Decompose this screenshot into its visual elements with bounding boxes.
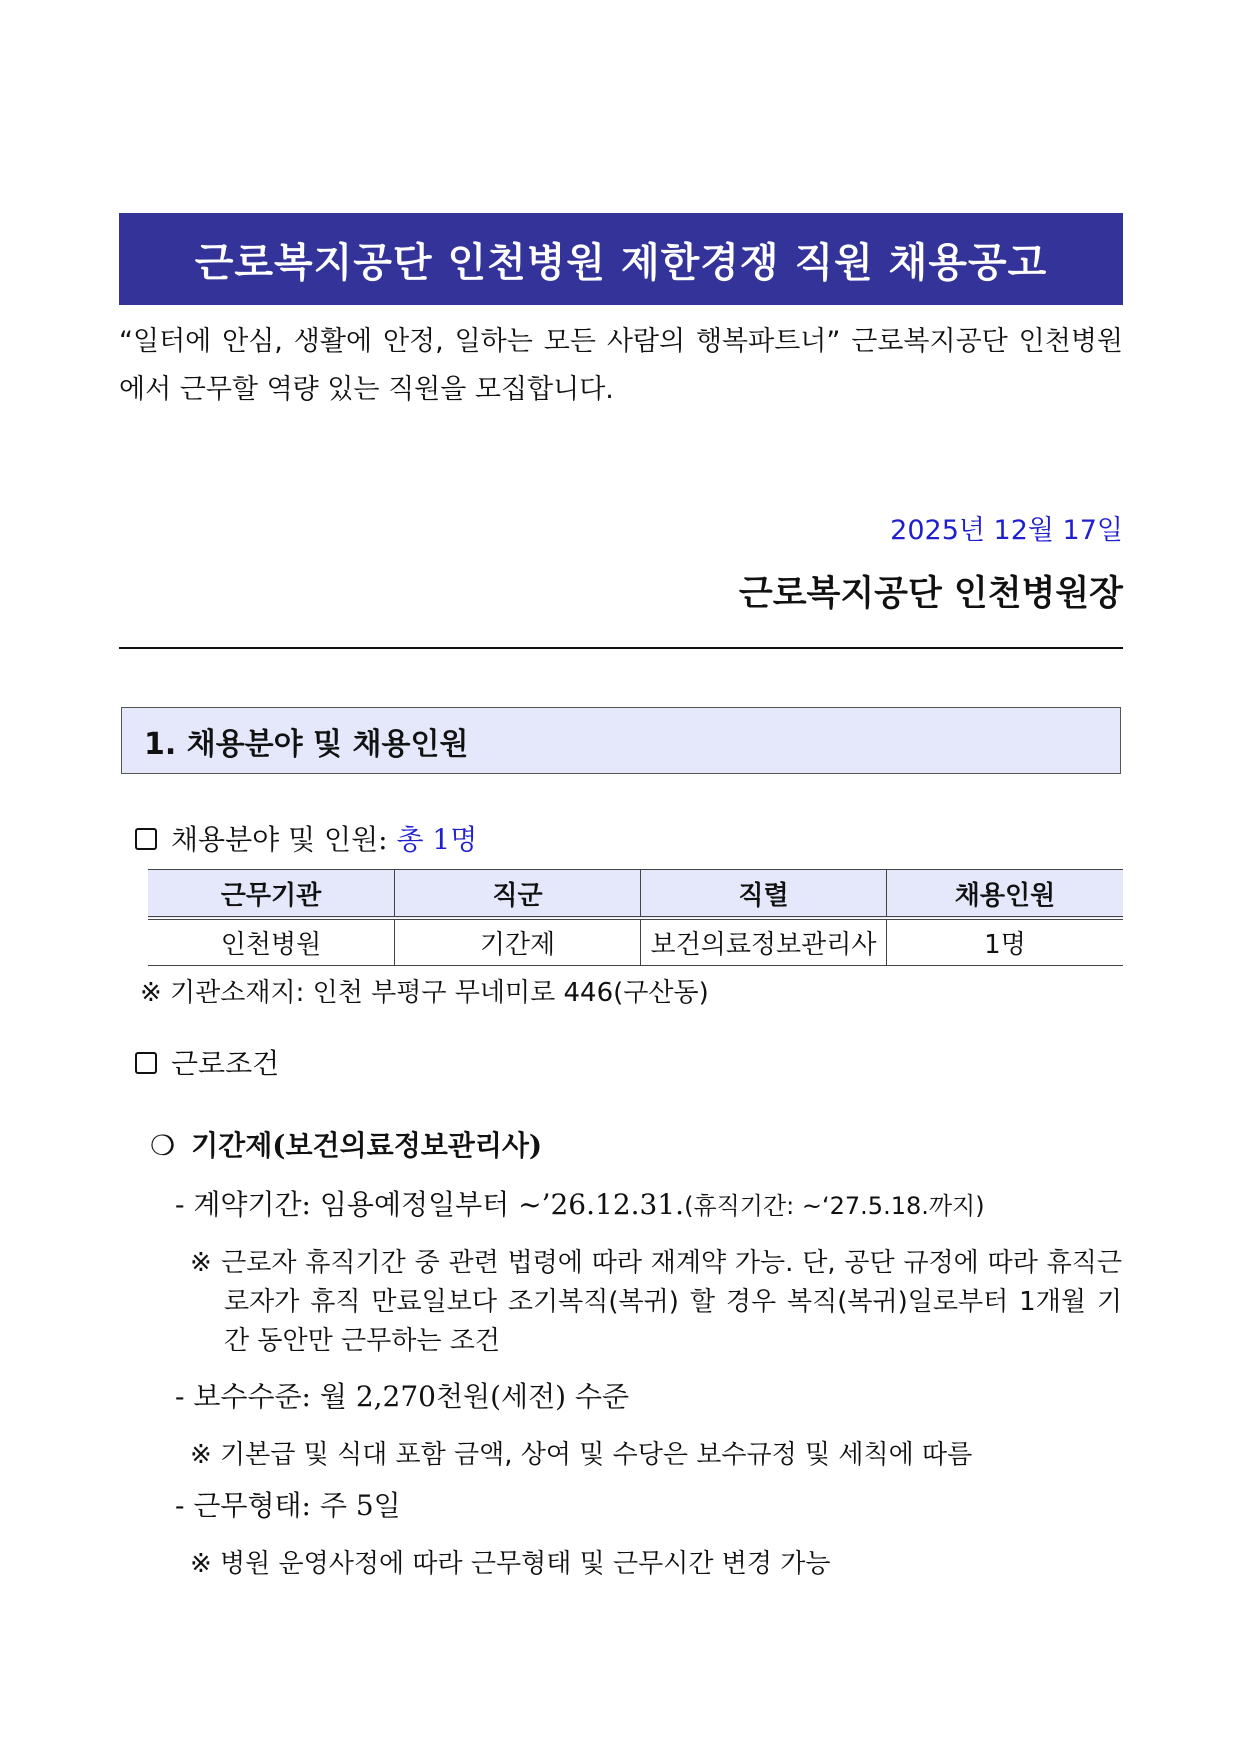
recruit-count-item <box>135 818 477 858</box>
work-note: ※ 병원 운영사정에 따라 근무형태 및 근무시간 변경 가능 <box>190 1549 831 1579</box>
table-cell: 기간제 <box>395 918 641 966</box>
contract-note: ※ 근로자 휴직기간 중 관련 법령에 따라 재계약 가능. 단, 공단 규정에 따라 휴직근로자가 휴직 만료일보다 조기복직(복귀) 할 경우 복직(복귀)일로부터 1개월 기간 동안만 근무하는 조건 <box>190 1248 1122 1356</box>
contract-period <box>175 1183 985 1223</box>
pay-note: ※ 기본급 및 식대 포함 금액, 상여 및 수당은 보수규정 및 세칙에 따름 <box>190 1440 973 1470</box>
leave-period-text: (휴직기간: ~‘27.5.18.까지) <box>684 1192 985 1220</box>
recruit-count-value: 총 1명 <box>396 823 478 856</box>
divider <box>119 647 1123 649</box>
sub-heading-text: 기간제(보건의료정보관리사) <box>191 1129 543 1162</box>
intro-paragraph: “일터에 안심, 생활에 안정, 일하는 모든 사람의 행복파트너” 근로복지공단 인천병원에서 근무할 역량 있는 직원을 모집합니다. <box>119 326 1123 405</box>
table-header-cell: 직군 <box>395 870 641 919</box>
working-conditions-label: 근로조건 <box>171 1047 280 1080</box>
location-note: ※ 기관소재지: 인천 부평구 무네미로 446(구산동) <box>140 978 709 1008</box>
signer-name: 근로복지공단 인천병원장 <box>738 574 1123 614</box>
table-header-cell: 채용인원 <box>887 870 1124 919</box>
table-header-cell: 직렬 <box>641 870 887 919</box>
recruit-count-label: 채용분야 및 인원: <box>171 823 397 856</box>
announcement-date: 2025년 12월 17일 <box>890 515 1123 546</box>
section-heading: 1. 채용분야 및 채용인원 <box>121 707 1121 774</box>
table-cell: 보건의료정보관리사 <box>641 918 887 966</box>
hollow-circle-icon: ❍ <box>150 1129 176 1162</box>
contract-period-text: - 계약기간: 임용예정일부터 ~’26.12.31. <box>175 1188 685 1221</box>
recruit-table <box>148 869 1123 966</box>
page-title: 근로복지공단 인천병원 제한경쟁 직원 채용공고 <box>119 213 1123 305</box>
working-conditions-item <box>135 1042 279 1082</box>
table-header-cell: 근무기관 <box>148 870 395 919</box>
square-checkbox-icon <box>135 828 157 850</box>
sub-heading <box>150 1124 542 1164</box>
work-type: - 근무형태: 주 5일 <box>175 1489 401 1522</box>
table-cell: 1명 <box>887 918 1124 966</box>
pay-level: - 보수수준: 월 2,270천원(세전) 수준 <box>175 1380 630 1413</box>
table-row <box>148 918 1123 966</box>
square-checkbox-icon <box>135 1052 157 1074</box>
table-cell: 인천병원 <box>148 918 395 966</box>
